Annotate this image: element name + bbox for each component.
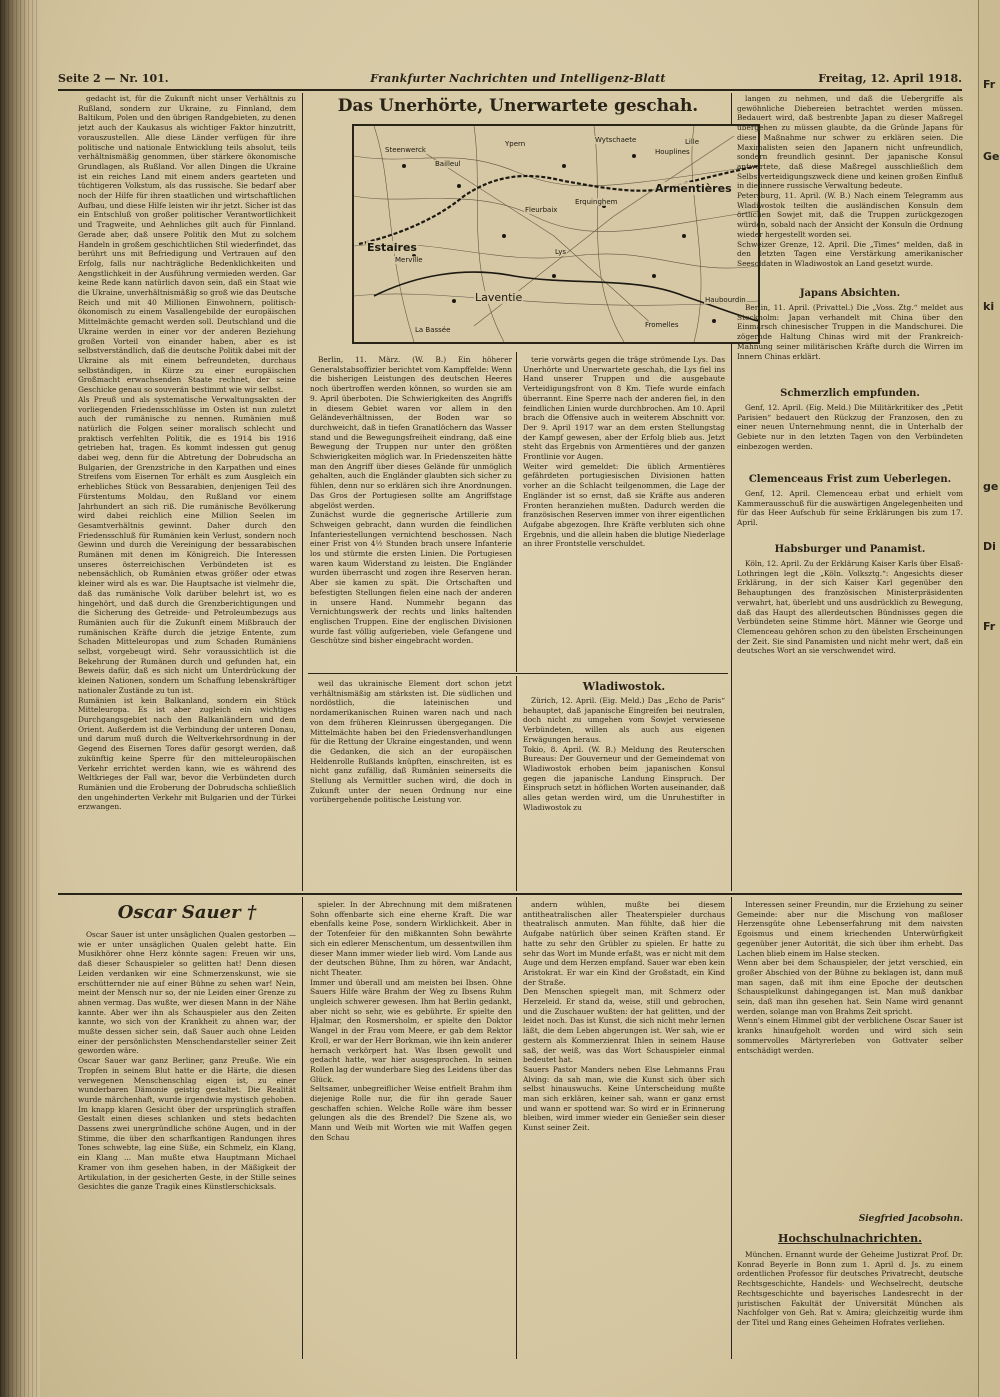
map-place-label: Merville [395,256,423,264]
article-text: Interessen seiner Freundin, nur die Erziehung zu seiner Gemeinde: aber nur die Mischung von maßloser Herzensgüte ohne Lebenserfahrung mit dem naivsten Egoismus und einem kriechenden Unterwürfigkeit gegenüber jener Autorität, die sich über ihm erhebt. Das Lachen blieb einem im Halse stecken. Wenn aber bei dem Schauspieler, der jetzt verschied, ein großer Abschied von der Bühne zu beklagen ist, dann muß man sagen, daß mit ihm eine Epoche der deutschen Schauspielkunst dahingegangen ist. Man muß dankbar sein, daß man ihn gesehen hat. Sein Name wird genannt werden, solange man von Brahms Zeit spricht. Wenn's einem Himmel gibt der verblichene Oscar Sauer ist kranks hinaufgeholt worden und wird sich sein sommervolles Märtyrerleben von Gottvater selber entschädigt werden. [737,900,963,1055]
section-rule [308,673,728,674]
next-page-fragment: Di [983,540,996,553]
obituary-column-3 [523,900,725,1358]
next-page-fragment: ge [983,480,999,493]
map-place-label: La Bassée [415,326,451,334]
issue-date: Freitag, 12. April 1918. [818,72,962,85]
obituary-column-1 [78,930,296,1358]
next-page-fragment: Fr [983,78,996,91]
hochschul-headline: Hochschulnachrichten. [778,1232,922,1245]
obituary-signature: Siegfried Jacobsohn. [858,1214,963,1224]
article-text: Berlin, 11. April. (Privattel.) Die „Voss. Ztg.“ meldet aus Stockholm: Japan verhandelt mit China über den Einmarsch chinesischer Truppen in die Mandschurei. Die zögernde Haltung Chinas wird mit der Frankreich-Mahnung seiner militärischen Kräfte durch die Wirren im Innern Chinas erklärt. [737,303,963,361]
masthead [58,72,962,88]
article-text: langen zu nehmen, und daß die Uebergriffe als gewöhnliche Diebereien betrachtet werden müssen. Bedauert wird, daß bestrenbte Japan zu dieser Maßregel übergehen zu müssen glaubte, da die Gründe Japans für diese Maßnahme nur schwer zu erklären seien. Die Maximalisten seien den Japanern nicht unfreundlich, sondern freundlich gesinnt. Der japanische Konsul antwortete, daß diese Maßregel ausschließlich dem Selbstverteidigungszweck diene und keinen großen Einfluß in die innere russische Verwaltung bedeute. Petersburg, 11. April. (W. B.) Nach einem Telegramm aus Wladiwostok teilten die ausländischen Konsuln dem örtlichen Sowjet mit, daß die Truppen zurückgezogen würden, sobald nach der Ansicht der Konsuln die Ordnung wieder hergestellt worden sei. Schweizer Grenze, 12. April. Die „Times“ melden, daß in den letzten Tagen eine Verstärkung amerikanischer Seesoldaten in Wladiwostok an Land gesetzt wurde. [737,94,963,268]
map-place-label: Erquinghem [575,198,618,206]
next-page-fragment: Fr [983,620,996,633]
habsburg-headline: Habsburger und Panamist. [774,544,926,555]
lead-article-column-2 [310,355,512,670]
column-rule [516,897,517,1359]
lead-article-column-1 [78,94,296,889]
obituary-title [78,902,296,923]
masthead-rule [58,89,962,91]
article-text: andern wühlen, mußte bei diesem antitheatralischen aller Theaterspieler durchaus theatralisch anmuten. Man fühlte, daß hier die Aufgabe natürlich über seinen Kräften stand. Er hatte zu sehr den Grübler zu spielen. Er hatte zu sehr das Wort im Munde erfaßt, was er nicht mit dem Auge und dem Herzen empfand. Sauer war eben kein Aristokrat. Er war ein Kind der Großstadt, ein Kind der Straße. Den Menschen spiegelt man, mit Schmerz oder Herzeleid. Er stand da, weise, still und gebrochen, und die Zuschauer wußten: der hat gelitten, und der leidet noch. Das ist Kunst, die sich nicht mehr lernen läßt, die dem Leben abgerungen ist. Wer sah, wie er gestern als Kommerzienrat Ihlen in seinem Hause saß, der weiß, was das Wort Schauspieler einmal bedeutet hat. Sauers Pastor Manders neben Else Lehmanns Frau Alving: da sah man, wie die Kunst sich über sich selbst hinauswuchs. Keine Unterscheidung mußte man sich erklären, keiner sah, wann er ganz ernst und wann er spottend war. So wird er in Erinnerung bleiben, wird immer wieder ein Genießer sein dieser Kunst seiner Zeit. [523,900,725,1133]
japan-headline: Japans Absichten. [799,288,901,299]
column-rule [302,897,303,1359]
book-binding-edge [0,0,40,1397]
newspaper-page [40,0,978,1397]
map-labels [354,126,758,342]
map-place-label: Bailleul [435,160,461,168]
article-text: Genf, 12. April. Clemenceau erbat und erhielt vom Kammerausschuß für die auswärtigen Angelegenheiten und für das Heer Aufschub für seine Erklärungen bis zum 17. April. [737,489,963,528]
map-place-label: Ypern [505,140,526,148]
obituary-column-4 [737,900,963,1212]
schmerz-text [737,403,963,469]
map-place-label: Lys [555,248,567,256]
next-page-edge [978,0,1000,1397]
clemenceau-headline: Clemenceaus Frist zum Ueberlegen. [748,474,952,485]
map-place-label: Laventie [475,291,523,304]
ukraine-continuation [310,679,512,889]
lead-headline: Das Unerhörte, Unerwartete geschah. [337,96,699,116]
right-column-top [737,94,963,284]
front-map [352,124,760,344]
article-text: Oscar Sauer ist unter unsäglichen Qualen gestorben — wie er unter unsäglichen Qualen gelebt hatte. Ein Musikhörer ohne Herz könnte sagen: Freuen wir uns, daß dieser Schauspieler so gelitten hat! Denn diesen Leiden verdanken wir eine Schmerzenskunst, wie sie erschütternder nie auf einer Bühne zu sehen war! Nein, meint der Mensch nur so, der nie Leiden einer Grenze zu ahnen vermag. Das wußte, wer diesen Mann in der Nähe kannte. Aber wer ihn als Schauspieler aus den Zeiten kannte, wo sich von der Krankheit zu ahnen war, der mußte dessen sicher sein, daß Sauer auch ohne Leiden einer der persönlichsten Menschendarsteller seiner Zeit geworden wäre. Oscar Sauer war ganz Berliner, ganz Preuße. Wie ein Tropfen in seinem Blut hatte er die Härte, die diesen verwegenen Menschenschlag eigen ist, zu einer wunderbaren Dämonie geistig gestaltet. Die Realität wurde märchenhaft, wurde irgendwie mystisch gehoben. Im knapp klaren Gesicht über der ursprünglich straffen Gestalt einen dieses schlanken und stets bedachten Dassens zwei unergründliche schöne Augen, und in der Stimme, die über den scharfkantigen Randungen ihres Tones schwebte, lag eine Süße, ein Schmelz, ein Klang, ein Klang ... Man mußte etwa Hauptmann Michael Kramer von ihm gesehen haben, in der Mäßigkeit der Artikulation, in der gesicherten Geste, in der Stille seines Gesichtes die ganze Tragik eines Künstlerschicksals. [78,930,296,1192]
article-text: Köln, 12. April. Zu der Erklärung Kaiser Karls über Elsaß-Lothringen legt die „Köln. Volksztg.“: Angesichts dieser Erklärung, in der sich Kaiser Karl gegenüber den Behauptungen des französischen Ministerpräsidenten verwahrt, hat, überlebt und uns ausdrücklich zu Bewegung, daß das Haupt des allerdeutschen Bündnisses gegen die Verbündeten seine Stimme hört. Männer wie George und Clemenceau gehören schon zu den übelsten Erscheinungen der Zeit. Sie sind Panamisten und nicht mehr wert, daß ein deutsches Wort an sie verschwendet wird. [737,559,963,656]
column-rule [302,93,303,891]
obituary-column-2 [310,900,512,1358]
map-place-label: Haubourdin [705,296,746,304]
obituary-divider [58,893,962,895]
article-text: Zürich, 12. April. (Eig. Meld.) Das „Echo de Paris“ behauptet, daß japanische Eingreifen bei neutralen, doch nicht zu umgehen vom Sowjet verwiesene Verbündeten, willen als auch aus eigenen Erwägungen heraus. Tokio, 8. April. (W. B.) Meldung des Reuterschen Bureaus: Der Gouverneur und der Gemeindemat von Wladiwostok erhoben beim japanischen Konsul gegen die japanische Landung Einspruch. Der Einspruch setzt in höflichen Worten auseinander, daß alles getan werden wird, um die Unruhestifter in Wladiwostok zu [523,696,725,812]
article-text: Berlin, 11. März. (W. B.) Ein höherer Generalstabsoffizier berichtet vom Kampffelde: Wenn die bisherigen Leistungen des deutschen Heeres noch übertroffen werden können, so wurden sie am 9. April überboten. Die Schwierigkeiten des Angriffs in diesem Gebiet waren vor allem in den Geländeverhältnissen, der Boden war so durchweicht, daß in tiefen Granatlöchern das Wasser stand und die Bewegungsfreiheit eindrang, daß eine Bewegung der Truppen nur unter den größten Schwierigkeiten möglich war. In Friedenszeiten hätte man den Angriff über dieses Gelände für unmöglich gehalten, auch die Engländer glaubten sich sicher zu fühlen, denn nur so erklären sich ihre Anordnungen. Das Gros der Portugiesen sollte am Angriffstage abgelöst werden. Zunächst wurde die gegnerische Artillerie zum Schweigen gebracht, dann wurden die feindlichen Infanteriestellungen vernichtend beschossen. Nach einer Frist von 4½ Stunden brach unsere Infanterie los und stürmte die ersten Linien. Die Portugiesen waren kaum Widerstand zu leisten. Die Engländer wurden überrascht und zogen ihre Reserven heran. Aber sie kamen zu spät. Die Ortschaften und befestigten Stellungen fielen eine nach der anderen in unsere Hand. Nummehr begann das Vernichtungswerk der rechts und links haltenden englischen Truppen. Eine der englischen Divisionen wurde fast völlig aufgerieben, viele Gefangene und Geschütze sind bisher eingebracht worden. [310,355,512,646]
map-place-label: Lille [685,138,700,146]
clemenceau-text [737,489,963,539]
map-place-label: Steenwerck [385,146,426,154]
obituary-cross: † [246,902,257,923]
article-text: gedacht ist, für die Zukunft nicht unser Verhältnis zu Rußland, sondern zur Ukraine, zu Finnland, dem Baltikum, Polen und den übrigen Randgebieten, zu denen jetzt auch der Kaukasus als wichtiger Faktor hinzutritt, vorauszustellen. Alle diese Länder verfügen für ihre politische und nationale Entwicklung teils absolut, teils verhältnismäßig genommen, über stärkere ökonomische Grundlagen, als Rußland. Vor allen Dingen die Ukraine ist ein reiches Land mit einem anders gearteten und tüchtigeren Volkstum, als das russische. Sie bedarf aber noch der Hilfe für ihren staatlichen und wirtschaftlichen Aufbau, und diese Hilfe leisten wir ihr jetzt. Sicher ist das ein Entschluß von großer politischer Verantwortlichkeit und Tragweite, und Aehnliches gilt auch für Finnland. Gerade aber, daß unsere Politik den Mut zu solchem Handeln in großem geschichtlichen Stil wiederfindet, das berührt uns mit Befriedigung und Vertrauen auf den Erfolg, falls nur nachträgliche Bedenklichkeiten und Aengstlichkeit in der Ausführung vermieden werden. Gar keine Rede kann natürlich davon sein, daß ein Staat wie die Ukraine, unverhältnismäßig so groß wie das Deutsche Reich und mit 40 Millionen Einwohnern, politisch-ökonomisch zu einem Vasallengebilde der europäischen Mittelmächte gemacht werden soll. Deutschland und die Ukraine werden in einer vor der anderen Beziehung großen Vorteil von einander haben, aber es ist selbstverständlich, daß die deutsche Politik dabei mit der Ukraine als mit einem befreundeten, durchaus selbständigen, in Kürze zu einer europäischen Großmacht erwachsenden Staate rechnet, der seine Geschicke genau so souverän bestimmt wie wir selbst. Als Preuß und als systematische Verwaltungsakten der vorliegenden Friedensschlüsse im Osten ist nun zuletzt auch der rumänische zu nennen. Rumänien muß natürlich die Folgen seiner moralisch schlecht und praktisch verfehlten Politik, die es 1914 bis 1916 getrieben hat, tragen. Es kommt indessen gut genug dabei weg, denn für die Abtretung der Dobrudscha an Bulgarien, der Grenzstriche in den Karpathen und eines Streifens vom Eisernen Tor erhält es zum Ausgleich ein erhebliches Stück von Bessarabien, denjenigen Teil des Fürstentums Moldau, den Rußland vor einem Jahrhundert an sich riß. Die rumänische Bevölkerung wird dabei reichlich eine Million Seelen im Gesamtverhältnis gewinnt. Daher durch den Friedensschluß für Rumänien kein Verlust, sondern noch Gewinn und durch die Vereinigung der bessarabischen Rumänen mit denen im Königreich. Die Interessen unseres österreichischen Verbündeten ist es nebensächlich, ob Rumänien etwas größer oder etwas kleiner wird als es war. Die Hauptsache ist vielmehr die, daß das rumänische Volk darüber belehrt ist, wo es hingehört, und daß durch die Grenzberichtigungen und die Sicherung des Getreide- und Petroleumbezugs aus Rumänien auch für die Zukunft einem Mißbrauch der rumänischen Kräfte durch die jetzige Entente, zum Schaden Mitteleuropas und zum Schaden Rumäniens selbst, vorgebeugt wird. Sehr voraussichtlich ist die Bekehrung der Rumänen durch und gefunden hat, ein Beweis dafür, daß es sich nicht um Unterdrückung der kleinen Nationen, sondern um Schaffung lebenskräftiger nationaler Zustände zu tun ist. Rumänien ist kein Balkanland, sondern ein Stück Mitteleuropa. Es ist aber zugleich ein wichtiges Durchgangsgebiet nach den Balkanländern und dem Orient. Außerdem ist die Verbindung der unteren Donau, und darum muß durch die Weltverkehrsordnung in der Gegend des Eisernen Tores dafür gesorgt werden, daß zukünftig keine Sperre für den mitteleuropäischen Verkehr errichtet werden kann, wie es während des Weltkrieges der Fall war, bevor die Verbündeten durch Rumänien und die Eroberung der Dobrudscha schließlich den ungehinderten Verkehr mit Bulgarien und der Türkei erzwangen. [78,94,296,812]
map-place-label: Houplines [655,148,690,156]
wladiwostok-headline: Wladiwostok. [582,680,666,693]
map-place-label: Estaires [367,241,417,254]
habsburg-text [737,559,963,889]
column-rule [731,897,732,1359]
lead-article-column-3 [523,355,725,670]
japan-text [737,303,963,383]
obituary-name: Oscar Sauer [117,902,241,923]
next-page-fragment: Ge [983,150,1000,163]
map-place-label: Armentières [655,182,732,195]
newspaper-title: Frankfurter Nachrichten und Intelligenz-Blatt [370,72,666,85]
article-text: spieler. In der Abrechnung mit dem mißratenen Sohn offenbarte sich eine eherne Kraft. Die war ebenfalls keine Pose, sondern Wirklichkeit. Aber in der Totenfeier für den mißkannten Sohn bewährte sich ein edlerer Menschentum, um dessentwillen ihm dieser Mann immer wieder lieb wird. Vom Lande aus der deutschen Bühne, Ihm zu hören, war Andacht, nicht Theater. Immer und überall und am meisten bei Ibsen. Ohne Sauers Hilfe wäre Brahm der Weg zu Ibsens Ruhm ungleich schwerer gewesen. Ihm hat Berlin gedankt, aber nicht so sehr, wie es gebührte. Er spielte den Hjalmar, den Rosmersholm, er spielte den Doktor Wangel in der Frau vom Meere, er gab dem Rektor Kroll, er war der Herr Borkman, wie ihn kein anderer hernach verkörpert hat. Was Ibsen gewollt und gedacht hatte, war hier ausgesprochen. In seinen Rollen lag der wunderbare Sieg des Leidens über das Glück. Seltsamer, unbegreiflicher Weise entfielt Brahm ihm diejenige Rolle nur, die für ihn gerade Sauer geschaffen schien. Welche Rolle wäre ihm besser gelungen als die des Brendel? Die Szene als, wo Mann und Weib mit Worten wie mit Waffen gegen den Schau [310,900,512,1142]
article-text: Genf, 12. April. (Eig. Meld.) Die Militärkritiker des „Petit Parisien“ bedauert den Rückzug der Franzosen, den zu einer neuen Unternehmung nennt, die in Unterhalb der Gebiete nur in den letzten Tagen von den Verbündeten einbezogen werden. [737,403,963,451]
hochschul-text [737,1250,963,1358]
column-rule [516,676,517,891]
wladiwostok-text [523,696,725,889]
map-place-label: Wytschaete [595,136,637,144]
article-text: terie vorwärts gegen die träge strömende Lys. Das Unerhörte und Unerwartete geschah, die Lys fiel ins Hand unserer Truppen und die ausgebaute Verteidigungsfront von 8 Km. Tiefe wurde einfach überrannt. Eine Sperre nach der anderen fiel, in den feindlichen Linien wurde durchbrochen. Am 10. April brach die Offensive auch in weiterem Abschnitt vor. Der 9. April 1917 war an dem ersten Stellungstag der Kampf gewesen, aber der Erfolg blieb aus. Jetzt steht das Ergebnis von Armentières und der ganzen Frontlinie vor Augen. Weiter wird gemeldet: Die üblich Armentières gefährdeten portugiesischen Divisionen hatten vorher an die Schlacht teilgenommen, die Lage der Engländer ist so ernst, daß sie Kräfte aus anderen Fronten heranziehen mußten. Dadurch werden die französischen Reserven immer von ihrer eigentlichen Aufgabe abgezogen. Ihre Kräfte verbluten sich ohne Ergebnis, und die allein haben die blutige Niederlage an ihrer Frontstelle verschuldet. [523,355,725,549]
map-place-label: Fromelles [645,321,679,329]
column-rule [516,352,517,672]
article-text: München. Ernannt wurde der Geheime Justizrat Prof. Dr. Konrad Beyerle in Bonn zum 1. April d. Js. zu einem ordentlichen Professor für deutsches Privatrecht, deutsche Rechtsgeschichte, Handels- und Wechselrecht, deutsche Rechtsgeschichte und bayerisches Landesrecht in der juristischen Fakultät der Universität München als Nachfolger von Geh. Rat v. Amira; gleichzeitig wurde ihm der Titel und Rang eines Geheimen Hofrates verliehen. [737,1250,963,1327]
map-place-label: Fleurbaix [525,206,558,214]
schmerz-headline: Schmerzlich empfunden. [780,388,920,399]
page-number: Seite 2 — Nr. 101. [58,72,169,85]
next-page-fragment: ki [983,300,995,313]
article-text: weil das ukrainische Element dort schon jetzt verhältnismäßig am stärksten ist. Die südlichen und nordöstlich, die lateinischen und nordamerikanischen Ruinen waren nach und nach von dem früheren Kleinrussen übergegangen. Die Mittelmächte haben bei den Friedensverhandlungen für die Rettung der Ukraine eingestanden, und wenn die Gedanken, die sich an der europäischen Heldenrolle Rußlands knüpften, einschreiten, ist es nicht ganz zufällig, daß Rumänien seinerseits die Stellung als Vermittler suchen wird, die doch in Zukunft unter der neuen Ordnung nur eine vorübergehende politische Leistung vor. [310,679,512,805]
